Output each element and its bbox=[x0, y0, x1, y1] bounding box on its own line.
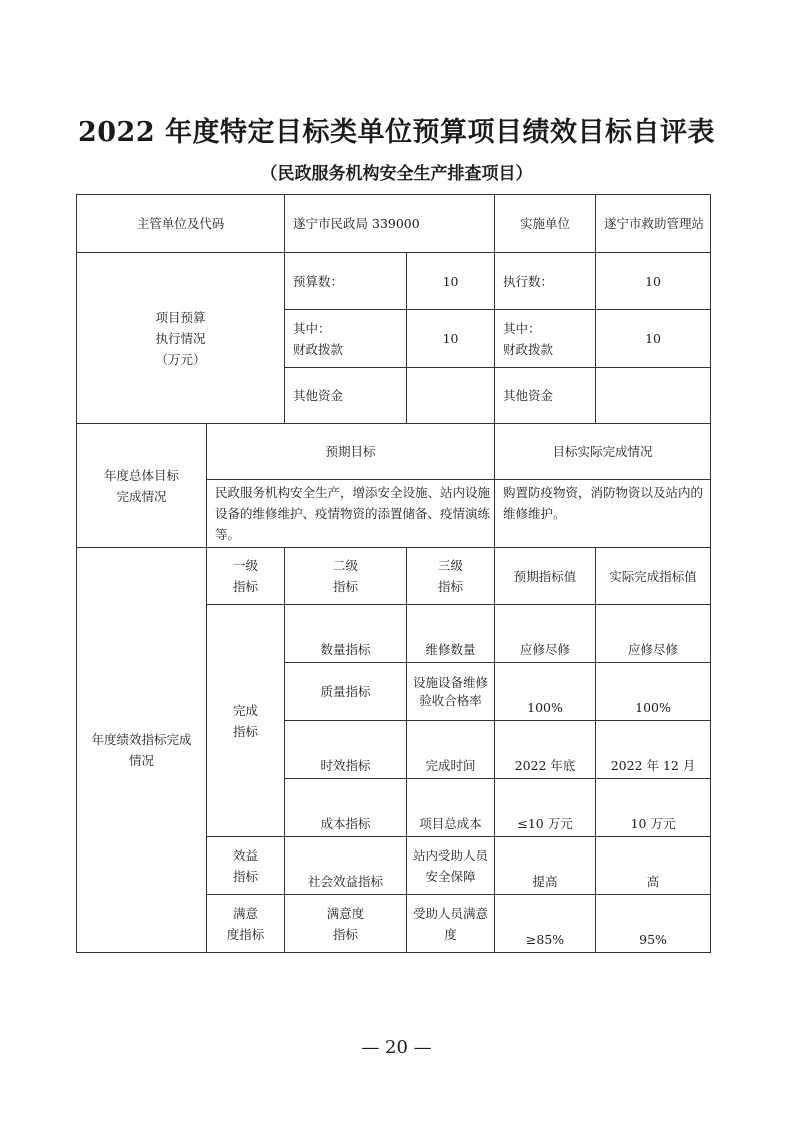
completion-indicator-label bbox=[207, 605, 285, 837]
other-funds-value bbox=[407, 368, 495, 424]
budget-section-label bbox=[77, 253, 285, 424]
level2-line2: 指标 bbox=[333, 926, 359, 942]
actual-goal-header: 目标实际完成情况 bbox=[495, 424, 711, 480]
performance-table bbox=[76, 194, 711, 953]
level2-cell: 时效指标 bbox=[285, 721, 407, 779]
completion-label-line2: 指标 bbox=[233, 723, 259, 739]
actual-value-header: 实际完成指标值 bbox=[596, 548, 711, 605]
expected-value-cell: ≥85% bbox=[495, 895, 596, 953]
level2-cell bbox=[285, 895, 407, 953]
level3-header-line1: 三级 bbox=[438, 558, 464, 573]
satisfaction-label-line1: 满意 bbox=[233, 905, 259, 921]
fiscal-budget-label-line2: 财政拨款 bbox=[293, 341, 344, 357]
fiscal-exec-value: 10 bbox=[596, 310, 711, 368]
expected-value-cell: 应修尽修 bbox=[495, 605, 596, 663]
benefit-label-line2: 指标 bbox=[233, 868, 259, 884]
expected-goal-header: 预期目标 bbox=[207, 424, 495, 480]
actual-value-cell: 2022 年 12 月 bbox=[596, 721, 711, 779]
actual-value-cell: 10 万元 bbox=[596, 779, 711, 837]
implementer-value: 遂宁市救助管理站 bbox=[596, 195, 711, 253]
level1-header-line2: 指标 bbox=[233, 579, 259, 594]
exec-amount-label: 执行数： bbox=[495, 253, 596, 310]
budget-label-line2: 执行情况 bbox=[155, 330, 206, 346]
budget-row bbox=[77, 253, 711, 310]
level2-header-line1: 二级 bbox=[333, 558, 359, 573]
satisfaction-indicator-label bbox=[207, 895, 285, 953]
actual-goal-text: 购置防疫物资，消防物资以及站内的维修维护。 bbox=[495, 480, 711, 548]
level3-cell: 完成时间 bbox=[407, 721, 495, 779]
document-subtitle: （民政服务机构安全生产排查项目） bbox=[260, 164, 533, 184]
level3-header-line2: 指标 bbox=[438, 579, 464, 594]
fiscal-exec-label-line2: 财政拨款 bbox=[503, 341, 554, 357]
indicator-section-label bbox=[77, 548, 207, 953]
completion-label-line1: 完成 bbox=[233, 702, 259, 718]
fiscal-budget-label bbox=[285, 310, 407, 368]
expected-value-cell: 提高 bbox=[495, 837, 596, 895]
fiscal-budget-label-line1: 其中： bbox=[293, 320, 331, 336]
indicator-label-line2: 情况 bbox=[128, 753, 154, 768]
level2-cell: 社会效益指标 bbox=[285, 837, 407, 895]
level1-header-line1: 一级 bbox=[233, 558, 259, 573]
document-title: 2022 年度特定目标类单位预算项目绩效目标自评表 bbox=[77, 117, 716, 148]
goal-label-line2: 完成情况 bbox=[116, 488, 167, 504]
fiscal-exec-label bbox=[495, 310, 596, 368]
benefit-indicator-label bbox=[207, 837, 285, 895]
level2-cell: 质量指标 bbox=[285, 663, 407, 721]
level2-cell: 数量指标 bbox=[285, 605, 407, 663]
expected-value-cell: 100% bbox=[495, 663, 596, 721]
expected-value-cell: ≤10 万元 bbox=[495, 779, 596, 837]
level2-header-line2: 指标 bbox=[333, 579, 359, 594]
level3-cell: 站内受助人员安全保障 bbox=[407, 837, 495, 895]
implementer-label: 实施单位 bbox=[495, 195, 596, 253]
budget-amount-value: 10 bbox=[407, 253, 495, 310]
satisfaction-label-line2: 度指标 bbox=[226, 926, 265, 942]
expected-value-cell: 2022 年底 bbox=[495, 721, 596, 779]
actual-value-cell: 95% bbox=[596, 895, 711, 953]
actual-value-cell: 高 bbox=[596, 837, 711, 895]
indicator-label-line1: 年度绩效指标完成 bbox=[91, 732, 192, 747]
info-row bbox=[77, 195, 711, 253]
goal-section-label bbox=[77, 424, 207, 548]
goal-label-line1: 年度总体目标 bbox=[103, 467, 179, 483]
level3-cell: 受助人员满意度 bbox=[407, 895, 495, 953]
expected-goal-text: 民政服务机构安全生产，增添安全设施、站内设施设备的维修维护、疫情物资的添置储备、疫情演练等。 bbox=[207, 480, 495, 548]
level3-cell: 设施设备维修验收合格率 bbox=[407, 663, 495, 721]
level2-cell: 成本指标 bbox=[285, 779, 407, 837]
benefit-label-line1: 效益 bbox=[233, 847, 259, 863]
budget-amount-label: 预算数： bbox=[285, 253, 407, 310]
other-exec-value bbox=[596, 368, 711, 424]
supervisor-label: 主管单位及代码 bbox=[77, 195, 285, 253]
actual-value-cell: 100% bbox=[596, 663, 711, 721]
other-exec-label: 其他资金 bbox=[495, 368, 596, 424]
exec-amount-value: 10 bbox=[596, 253, 711, 310]
level3-header bbox=[407, 548, 495, 605]
budget-label-line1: 项目预算 bbox=[155, 309, 206, 325]
level2-line1: 满意度 bbox=[326, 905, 365, 921]
page-number: — 20 — bbox=[361, 1037, 432, 1058]
fiscal-exec-label-line1: 其中： bbox=[503, 320, 541, 336]
actual-value-cell: 应修尽修 bbox=[596, 605, 711, 663]
budget-label-line3: （万元） bbox=[155, 351, 206, 367]
expected-value-header: 预期指标值 bbox=[495, 548, 596, 605]
level3-cell: 项目总成本 bbox=[407, 779, 495, 837]
supervisor-value: 遂宁市民政局 339000 bbox=[285, 195, 495, 253]
goal-header-row bbox=[77, 424, 711, 480]
other-funds-label: 其他资金 bbox=[285, 368, 407, 424]
fiscal-budget-value: 10 bbox=[407, 310, 495, 368]
level2-header bbox=[285, 548, 407, 605]
level1-header bbox=[207, 548, 285, 605]
indicator-header-row bbox=[77, 548, 711, 605]
level3-cell: 维修数量 bbox=[407, 605, 495, 663]
